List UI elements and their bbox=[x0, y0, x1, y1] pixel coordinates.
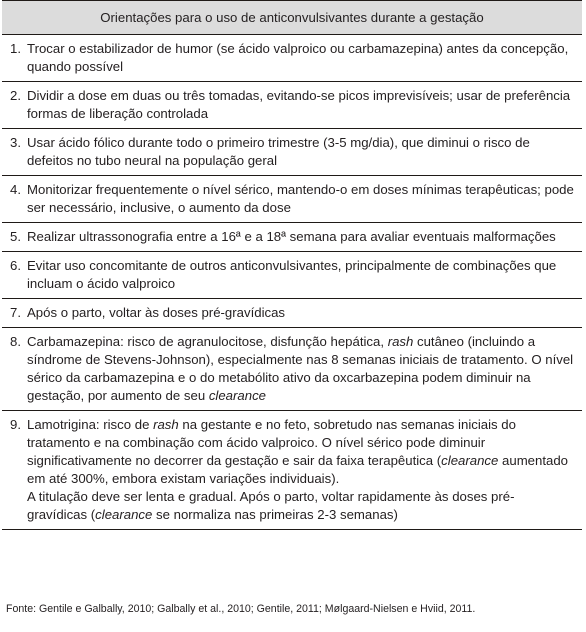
item-text bbox=[27, 134, 574, 170]
item-text bbox=[27, 304, 574, 322]
text-segment: Carbamazepina: risco de agranulocitose, disfunção hepática, bbox=[27, 334, 388, 349]
table-row bbox=[2, 176, 582, 223]
text-segment: Lamotrigina: risco de bbox=[27, 417, 154, 432]
table-body bbox=[2, 35, 582, 530]
table-row bbox=[2, 223, 582, 252]
italic-term: rash bbox=[153, 417, 179, 432]
table-cell bbox=[2, 411, 582, 530]
item-number: 8. bbox=[10, 334, 21, 349]
item-number: 4. bbox=[10, 182, 21, 197]
item-number: 6. bbox=[10, 258, 21, 273]
text-segment: aumentado em até 300%, embora existam variações individuais). bbox=[27, 453, 569, 486]
item-number: 7. bbox=[10, 305, 21, 320]
table-cell bbox=[2, 35, 582, 82]
item-text bbox=[27, 228, 574, 246]
text-segment: Usar ácido fólico durante todo o primeiro trimestre (3-5 mg/dia), que diminui o risco de defeitos no tubo neural na população geral bbox=[27, 135, 530, 168]
table-row bbox=[2, 252, 582, 299]
text-segment: A titulação deve ser lenta e gradual. Após o parto, voltar rapidamente às doses pré-gravídicas ( bbox=[27, 489, 515, 522]
italic-term: rash bbox=[387, 334, 414, 349]
text-segment: na gestante e no feto, sobretudo nas semanas iniciais do tratamento e na combinação com ácido valproico. O nível sérico pode diminuir significativamente no decorrer da gestação e sair da faixa terapêutica ( bbox=[27, 417, 516, 468]
italic-term: clearance bbox=[208, 388, 267, 403]
table-row bbox=[2, 328, 582, 411]
table-cell bbox=[2, 176, 582, 223]
table-row bbox=[2, 299, 582, 328]
table-row bbox=[2, 35, 582, 82]
table-row bbox=[2, 411, 582, 530]
table-title: Orientações para o uso de anticonvulsivantes durante a gestação bbox=[2, 1, 582, 35]
table-row bbox=[2, 82, 582, 129]
item-number: 9. bbox=[10, 417, 21, 432]
item-number: 3. bbox=[10, 135, 21, 150]
text-segment: Dividir a dose em duas ou três tomadas, evitando-se picos imprevisíveis; usar de preferência formas de liberação controlada bbox=[27, 88, 571, 121]
text-segment: Trocar o estabilizador de humor (se ácido valproico ou carbamazepina) antes da concepção, quando possível bbox=[27, 41, 569, 74]
text-segment: Monitorizar frequentemente o nível sérico, mantendo-o em doses mínimas terapêuticas; pode ser necessário, inclusive, o aumento da dose bbox=[27, 182, 574, 215]
item-number: 5. bbox=[10, 229, 21, 244]
table-cell bbox=[2, 328, 582, 411]
item-text bbox=[27, 181, 574, 217]
item-number: 1. bbox=[10, 41, 21, 56]
item-text bbox=[27, 87, 574, 123]
italic-term: clearance bbox=[95, 507, 153, 522]
italic-term: clearance bbox=[441, 453, 499, 468]
item-number: 2. bbox=[10, 88, 21, 103]
text-segment: se normaliza nas primeiras 2-3 semanas) bbox=[152, 507, 398, 522]
table-header-row bbox=[2, 1, 582, 35]
table-cell bbox=[2, 252, 582, 299]
text-segment: cutâneo (incluindo a síndrome de Stevens-Johnson), especialmente nas 8 semanas iniciais de tratamento. O nível sérico da carbamazepina e o do metabólito ativo da oxcarbazepina podem diminuir na gestação, por aumento de seu bbox=[27, 334, 574, 403]
text-segment: Realizar ultrassonografia entre a 16ª e a 18ª semana para avaliar eventuais malformações bbox=[27, 229, 556, 244]
table-row bbox=[2, 129, 582, 176]
item-text bbox=[27, 333, 574, 405]
text-segment: Após o parto, voltar às doses pré-gravídicas bbox=[27, 305, 286, 320]
guidelines-table bbox=[2, 0, 582, 530]
text-segment: Evitar uso concomitante de outros anticonvulsivantes, principalmente de combinações que incluam o ácido valproico bbox=[27, 258, 557, 291]
item-text bbox=[27, 40, 574, 76]
item-text bbox=[27, 416, 574, 524]
item-text bbox=[27, 257, 574, 293]
table-cell bbox=[2, 299, 582, 328]
source-note: Fonte: Gentile e Galbally, 2010; Galbally et al., 2010; Gentile, 2011; Mølgaard-Nielsen e Hviid, 2011. bbox=[6, 603, 476, 615]
table-cell bbox=[2, 82, 582, 129]
table-cell bbox=[2, 129, 582, 176]
table-cell bbox=[2, 223, 582, 252]
